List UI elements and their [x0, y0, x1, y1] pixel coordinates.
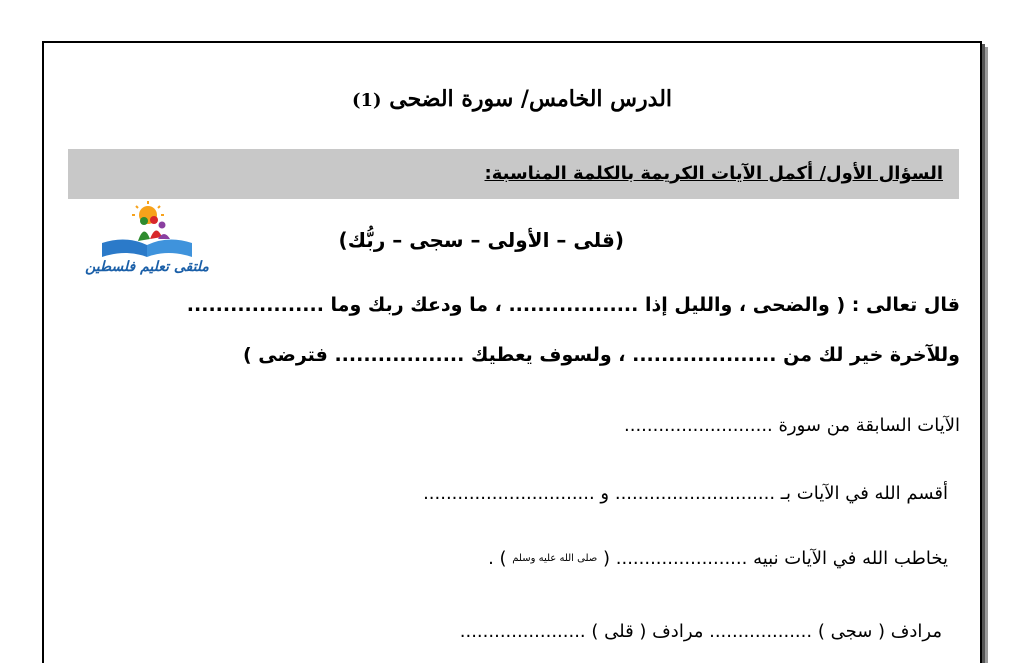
ayah-line-2: وللآخرة خير لك من .................... ، ولسوف يعطيك .................. فترضى ) [242, 344, 960, 366]
open-book-icon [66, 201, 228, 261]
surah-name-line: الآيات السابقة من سورة .......................... [624, 415, 960, 436]
pbuh-honorific: صلى الله عليه وسلم [512, 553, 598, 564]
address-line-start: يخاطب الله في الآيات نبيه ....................... ( [603, 548, 948, 569]
palestine-education-forum-logo [66, 201, 228, 283]
oath-line: أقسم الله في الآيات بـ ............................ و .............................. [423, 483, 948, 504]
synonyms-line: مرادف ( سجى ) .................. مرادف ( قلى ) ...................... [459, 621, 942, 642]
question-header-bar [68, 149, 959, 199]
word-bank: (قلى – الأولى – سجى – ربُّك) [338, 228, 624, 252]
address-line-end: ) . [488, 548, 507, 569]
lesson-title [44, 86, 980, 112]
ayah-line-1: قال تعالى : ( والضحى ، والليل إذا .................. ، ما ودعك ربك وما ................... [186, 294, 960, 316]
address-line [488, 548, 948, 569]
lesson-title-number: (1) [351, 90, 382, 111]
question-heading: السؤال الأول/ أكمل الآيات الكريمة بالكلمة المناسبة: [484, 163, 943, 184]
lesson-title-text: الدرس الخامس/ سورة الضحى [389, 86, 673, 112]
document-page [42, 41, 982, 663]
logo-caption: ملتقى تعليم فلسطين [85, 259, 209, 275]
